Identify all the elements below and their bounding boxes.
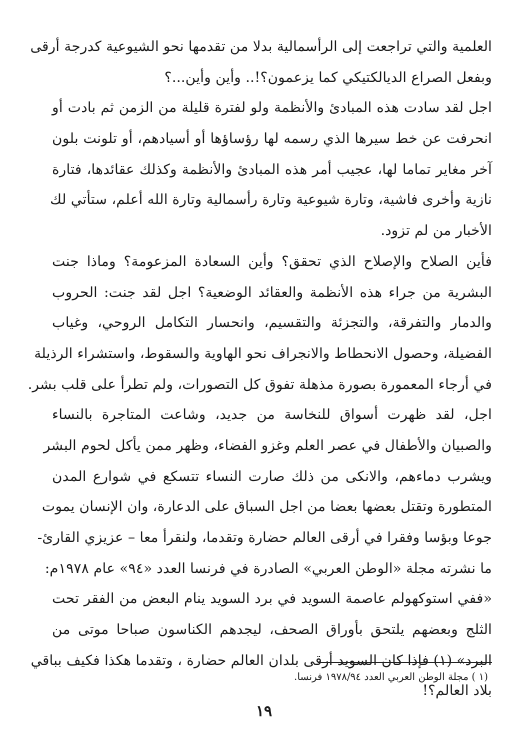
text-line: والصبيان والأطفال في عصر العلم وغزو الفضاء، وظهر ممن يأكل لحوم البشر (43, 437, 492, 454)
text-line: في أرجاء المعمورة بصورة مذهلة تفوق كل التصورات، ولم تطرأ على قلب بشر. (27, 376, 492, 393)
text-line: انحرفت عن خط سيرها الذي رسمه لها رؤساؤها أو أسيادهم، أو تلونت بلون (52, 131, 492, 148)
text-line: فأين الصلاح والإصلاح الذي تحقق؟ وأين السعادة المزعومة؟ وماذا جنت (52, 253, 492, 270)
text-line: البرد» (١) فإذا كان السويد أرقى بلدان العالم حضارة ، وتقدما هكذا فكيف بباقي (30, 652, 492, 669)
text-line: ويشرب دماءهم، والانكى من ذلك صارت النساء تتسكع في شوارع المدن (52, 468, 492, 485)
text-line: نازية وأخرى فاشية، وتارة شيوعية وتارة رأسمالية وتارة الله أعلم، ستأتي لك (50, 192, 492, 209)
text-line: بلاد العالم؟! (422, 683, 492, 700)
body-text (27, 32, 492, 707)
text-line: الأخبار من لم تزود. (380, 223, 492, 240)
text-line: جوعا وبؤسا وفقرا في أرقى العالم حضارة وتقدما، ولنقرأ معا – عزيزي القارئ- (37, 530, 492, 546)
text-line: ما نشرته مجلة «الوطن العربي» الصادرة في فرنسا العدد «٩٤» عام ١٩٧٨م: (44, 560, 492, 577)
text-line: المتطورة وتقتل بعضها بعضا من اجل السباق على الدعارة، وان الإنسان يموت (41, 499, 492, 516)
text-line: اجل لقد سادت هذه المبادئ والأنظمة ولو لفترة قليلة من الزمن ثم بادت أو (52, 100, 492, 117)
text-line: البشرية من جراء هذه الأنظمة والعقائد الوضعية؟ اجل لقد جنت: الحروب (52, 284, 492, 301)
footnote-divider (318, 662, 492, 663)
text-line: «ففي استوكهولم عاصمة السويد في برد السويد ينام البعض من الفقر تحت (52, 591, 492, 608)
text-line: الفضيلة، وحصول الانحطاط والانجراف نحو الهاوية والسقوط، واستشراء الرذيلة (34, 345, 492, 362)
text-line: وبفعل الصراع الديالكتيكي كما يزعمون؟!.. وأين وأين...؟ (164, 69, 492, 86)
text-line: العلمية والتي تراجعت إلى الرأسمالية بدلا من تقدمها نحو الشيوعية كدرجة أرقى (30, 39, 492, 55)
text-line: اجل، لقد ظهرت أسواق للنخاسة من جديد، وشاعت المتاجرة بالنساء (52, 407, 492, 424)
page-number: ١٩ (255, 702, 273, 720)
text-line: والدمار والتفرقة، والتجزئة والتقسيم، وانحسار التكامل الروحي، وغياب (52, 315, 492, 332)
footnote: (١ ) مجلة الوطن العربي العدد ١٩٧٨/٩٤ فرنسا. (294, 672, 488, 683)
text-line: الثلج وبعضهم يلتحق بأوراق الصحف، ليجدهم الكناسون صباحا موتى من (52, 622, 492, 639)
text-line: آخر مغاير تماما لها، عجيب أمر هذه المبادئ والأنظمة وكذلك عقائدها، فتارة (52, 161, 492, 178)
